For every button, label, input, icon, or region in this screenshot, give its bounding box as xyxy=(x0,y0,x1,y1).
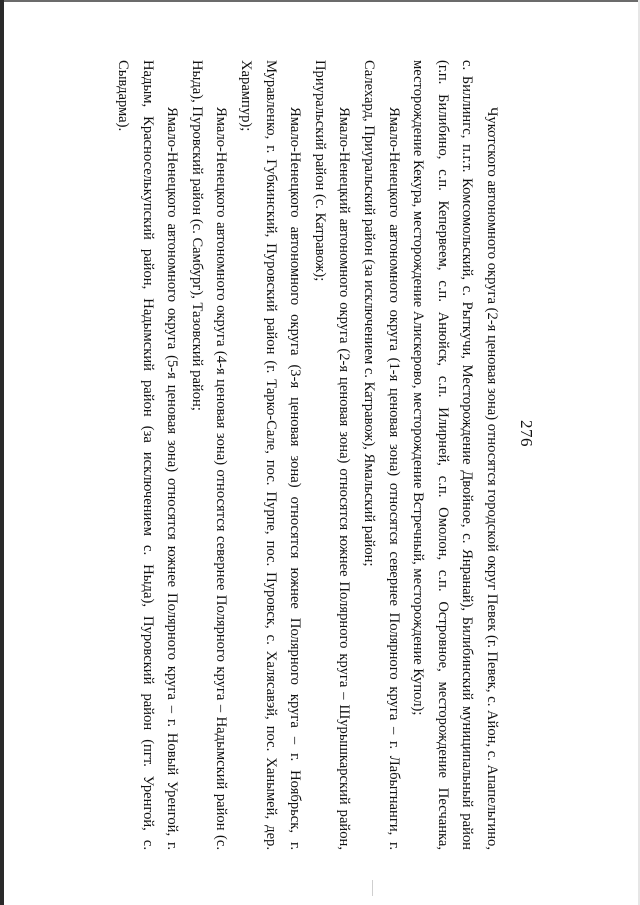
page-number: 276 xyxy=(517,420,536,447)
scan-edge-top xyxy=(0,0,640,2)
paragraph-yanao-zone-4: Ямало-Ненецкого автономного округа (4-я ценовая зона) относятся севернее Полярного круга – Надымский район (с. Ныда), Пуровский район (с. Самбург), Тазовский район; xyxy=(188,60,230,850)
body-text xyxy=(111,60,505,850)
paragraph-yanao-zone-3: Ямало-Ненецкого автономного округа (3-я ценовая зона) относятся южнее Полярного круга – г. Ноябрьск, г. Муравленко, г. Губкинский, Пуровский район (г. Тарко-Сале, пос. Пурпе, пос. Пуровск, с. Халясавэй, пос. Ханымей, дер. Харампур); xyxy=(238,60,304,850)
rotated-text-content xyxy=(40,60,540,850)
paragraph-yanao-zone-5: Ямало-Ненецкого автономного округа (5-я ценовая зона) относятся южнее Полярного круга – г. Новый Уренгой, г. Надым, Красноселькупский район, Надымский район (за исключением с. Ныда), Пуровский район (пгт. Уренгой, с. Сывдарма). xyxy=(115,60,181,850)
scan-edge-left xyxy=(0,0,4,905)
paragraph-yanao-zone-2: Ямало-Ненецкий автономного округа (2-я ценовая зона) относятся южнее Полярного круга – Шурышкарский район, Приуральский район (с. Катравож); xyxy=(311,60,353,850)
paragraph-yanao-zone-1: Ямало-Ненецкого автономного округа (1-я ценовая зона) относятся севернее Полярного круга – г. Лабытнанги, г. Салехард, Приуральский район (за исключением с. Катравож), Ямальский район; xyxy=(361,60,402,850)
scan-artifact-mark xyxy=(372,880,373,896)
paragraph-chukotka: Чукотского автономного округа (2-я ценовая зона) относятся городской округ Певек (г. Певек, с. Айон, с. Апапельгино, с. Биллингс, п.г.т. Комсомольский, с. Рыткучи, Месторождение Двойное, с. Янранай), Билибинский муниципальный район (г.п. Билибино, с.п. Кепервеем, с.п. Анюйск, с.п. Илирней, с.п. Омолон, с.п. Островное, месторождение Песчанка, месторождение Кекура, месторождение Алискерово, месторождение Встречный, месторождение Купол); xyxy=(410,60,500,850)
